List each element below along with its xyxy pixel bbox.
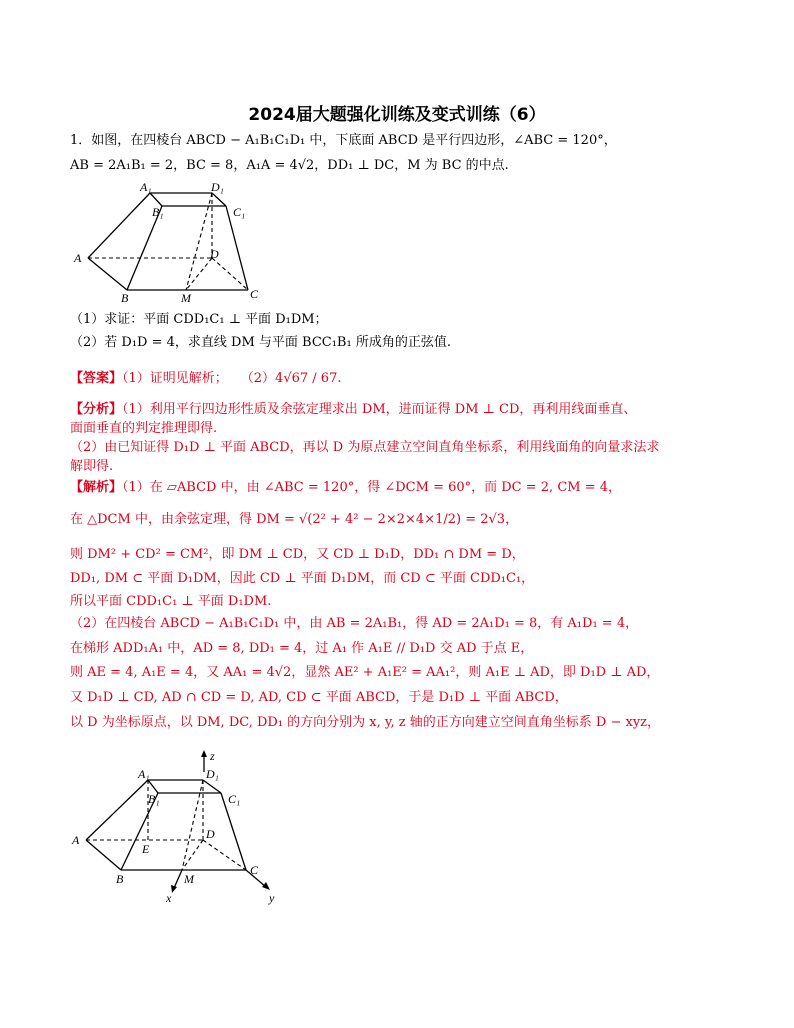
analysis-line-4: 解即得. [70,459,114,474]
analysis-tag: 【分析】 [70,402,123,417]
page-title: 2024届大题强化训练及变式训练（6） [248,105,546,125]
label-y-axis: y [269,891,275,905]
label-b1: B₁ [148,792,160,806]
problem-line-1: 1．如图，在四棱台 ABCD − A₁B₁C₁D₁ 中，下底面 ABCD 是平行四边形，∠ABC = 120°， [70,133,617,148]
question-2: （2）若 D₁D = 4，求直线 DM 与平面 BCC₁B₁ 所成角的正弦值. [70,335,451,350]
solution-line-6: （2）在四棱台 ABCD − A₁B₁C₁D₁ 中，由 AB = 2A₁B₁，得 AD = 2A₁D₁ = 8，有 A₁D₁ = 4， [70,616,639,631]
label-m: M [184,872,194,886]
analysis-line-2: 面面垂直的判定推理即得. [70,421,218,436]
label-d1: D₁ [206,767,219,781]
solution-line-5: 所以平面 CDD₁C₁ ⊥ 平面 D₁DM. [70,594,272,609]
label-x-axis: x [166,891,172,905]
label-c: C [250,287,259,301]
label-d: D [206,827,215,841]
label-e: E [142,842,150,856]
label-c1: C₁ [228,792,241,806]
label-c1: C₁ [233,205,246,219]
label-m: M [181,291,191,305]
label-z-axis: z [210,750,215,763]
label-d1: D₁ [211,180,224,194]
label-a: A [74,251,82,265]
solution-tag: 【解析】 [70,480,123,495]
solution-line-2: 在 △DCM 中，由余弦定理，得 DM = √(2² + 4² − 2×2×4×1/2) = 2√3， [70,512,519,527]
solution-line-4: DD₁, DM ⊂ 平面 D₁DM，因此 CD ⊥ 平面 D₁DM，而 CD ⊂ 平面 CDD₁C₁， [70,571,535,586]
label-b1: B₁ [152,205,164,219]
label-d: D [210,247,219,261]
analysis-line-3: （2）由已知证得 D₁D ⊥ 平面 ABCD，再以 D 为原点建立空间直角坐标系，利用线面角的向量求法求 [70,440,660,455]
question-1: （1）求证：平面 CDD₁C₁ ⊥ 平面 D₁DM； [70,312,328,327]
figure-1-frustum [70,178,270,308]
label-a: A [72,833,80,847]
solution-line-1: （1）在 ▱ABCD 中，由 ∠ABC = 120°，得 ∠DCM = 60°，而 DC = 2, CM = 4， [122,480,622,495]
answer-text: （1）证明见解析； （2）4√67 / 67. [122,371,342,386]
solution-line-10: 以 D 为坐标原点，以 DM, DC, DD₁ 的方向分别为 x, y, z 轴的正方向建立空间直角坐标系 D − xyz， [70,715,661,730]
solution-line-7: 在梯形 ADD₁A₁ 中，AD = 8, DD₁ = 4，过 A₁ 作 A₁E // D₁D 交 AD 于点 E， [70,641,534,656]
solution-line-8: 则 AE = 4, A₁E = 4，又 AA₁ = 4√2，显然 AE² + A₁E² = AA₁²，则 A₁E ⊥ AD，即 D₁D ⊥ AD， [70,665,660,680]
analysis-line-1: （1）利用平行四边形性质及余弦定理求出 DM，进而证得 DM ⊥ CD，再利用线面垂直、 [122,402,637,417]
figure-2-coordinate-frustum [66,750,296,910]
label-c: C [250,863,259,877]
label-b: B [121,291,129,305]
problem-line-2: AB = 2A₁B₁ = 2，BC = 8，A₁A = 4√2，DD₁ ⊥ DC，M 为 BC 的中点. [70,158,509,173]
label-a1: A₁ [138,767,150,781]
solution-line-3: 则 DM² + CD² = CM²，即 DM ⊥ CD，又 CD ⊥ D₁D，DD₁ ∩ DM = D， [70,547,525,562]
label-b: B [116,872,124,886]
label-a1: A₁ [140,180,152,194]
answer-tag: 【答案】 [70,371,123,386]
solution-line-9: 又 D₁D ⊥ CD, AD ∩ CD = D, AD, CD ⊂ 平面 ABCD，于是 D₁D ⊥ 平面 ABCD， [70,690,568,705]
